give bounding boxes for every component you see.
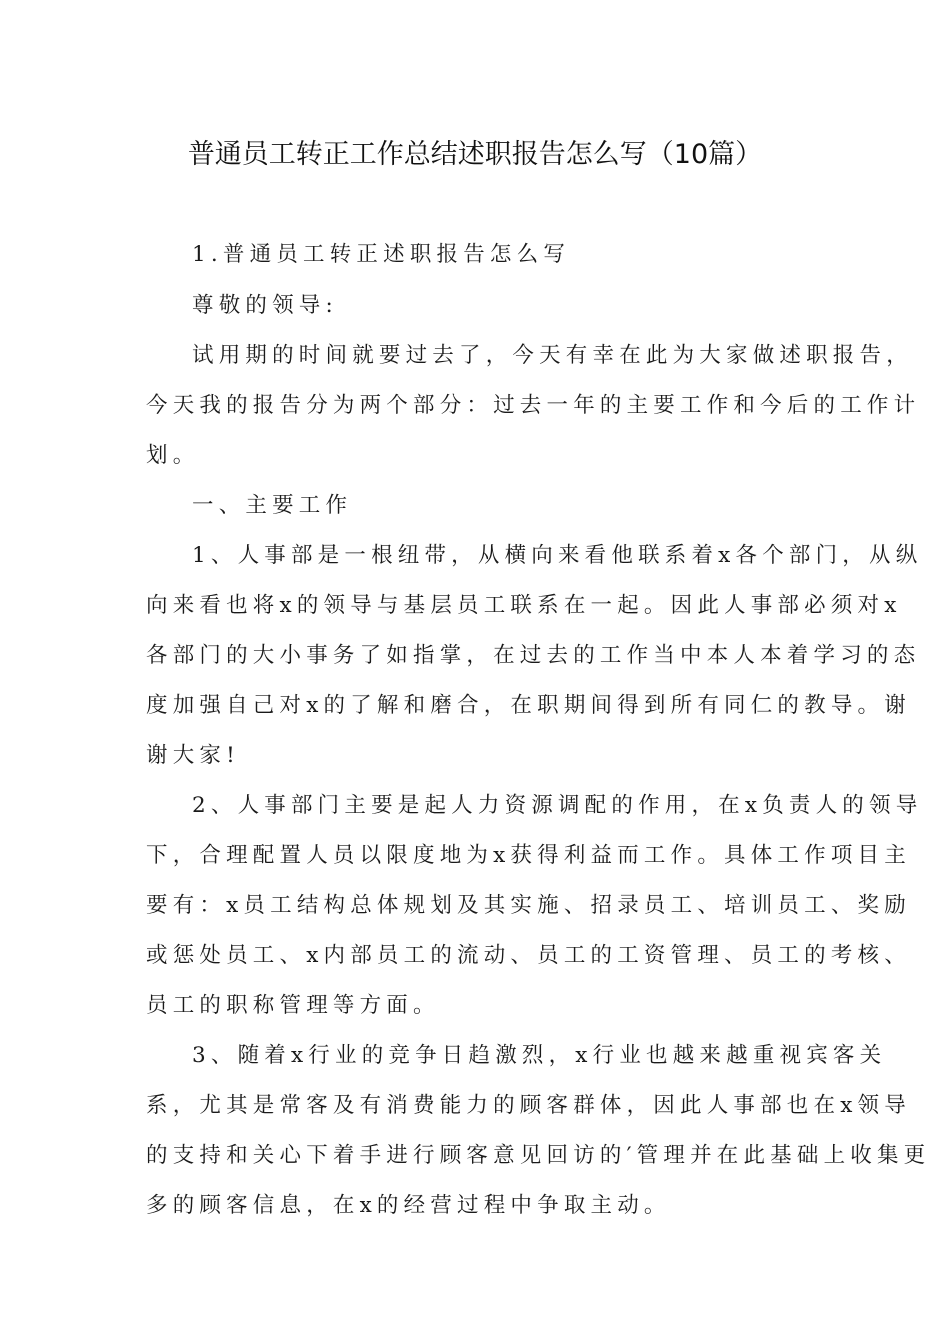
paragraph-line: 向来看也将x的领导与基层员工联系在一起。因此人事部必须对x	[146, 593, 902, 618]
paragraph-line: 试用期的时间就要过去了，今天有幸在此为大家做述职报告，	[192, 343, 913, 368]
section-heading-main-work: 一、主要工作	[192, 493, 353, 518]
paragraph-line: 员工的职称管理等方面。	[146, 993, 440, 1018]
paragraph-line: 的支持和关心下着手进行顾客意见回访的′管理并在此基础上收集更	[146, 1143, 931, 1168]
paragraph-line: 2、人事部门主要是起人力资源调配的作用，在x负责人的领导	[192, 793, 923, 818]
paragraph-line: 各部门的大小事务了如指掌，在过去的工作当中本人本着学习的态	[146, 643, 921, 668]
paragraph-line: 系，尤其是常客及有消费能力的顾客群体，因此人事部也在x领导	[146, 1093, 911, 1118]
paragraph-line: 或惩处员工、x内部员工的流动、员工的工资管理、员工的考核、	[146, 943, 911, 968]
document-title: 普通员工转正工作总结述职报告怎么写（10篇）	[187, 139, 763, 170]
salutation: 尊敬的领导:	[192, 293, 338, 318]
paragraph-line: 谢大家!	[146, 743, 240, 768]
paragraph-line: 3、随着x行业的竞争日趋激烈，x行业也越来越重视宾客关	[192, 1043, 887, 1068]
paragraph-line: 多的顾客信息，在x的经营过程中争取主动。	[146, 1193, 671, 1218]
paragraph-line: 下，合理配置人员以限度地为x获得利益而工作。具体工作项目主	[146, 843, 911, 868]
paragraph-line: 1、人事部是一根纽带，从横向来看他联系着x各个部门，从纵	[192, 543, 923, 568]
paragraph-line: 度加强自己对x的了解和磨合，在职期间得到所有同仁的教导。谢	[146, 693, 911, 718]
paragraph-line: 今天我的报告分为两个部分：过去一年的主要工作和今后的工作计	[146, 393, 921, 418]
paragraph-line: 要有：x员工结构总体规划及其实施、招录员工、培训员工、奖励	[146, 893, 911, 918]
paragraph-line: 划。	[146, 443, 200, 468]
section-heading-1: 1.普通员工转正述职报告怎么写	[192, 242, 571, 267]
